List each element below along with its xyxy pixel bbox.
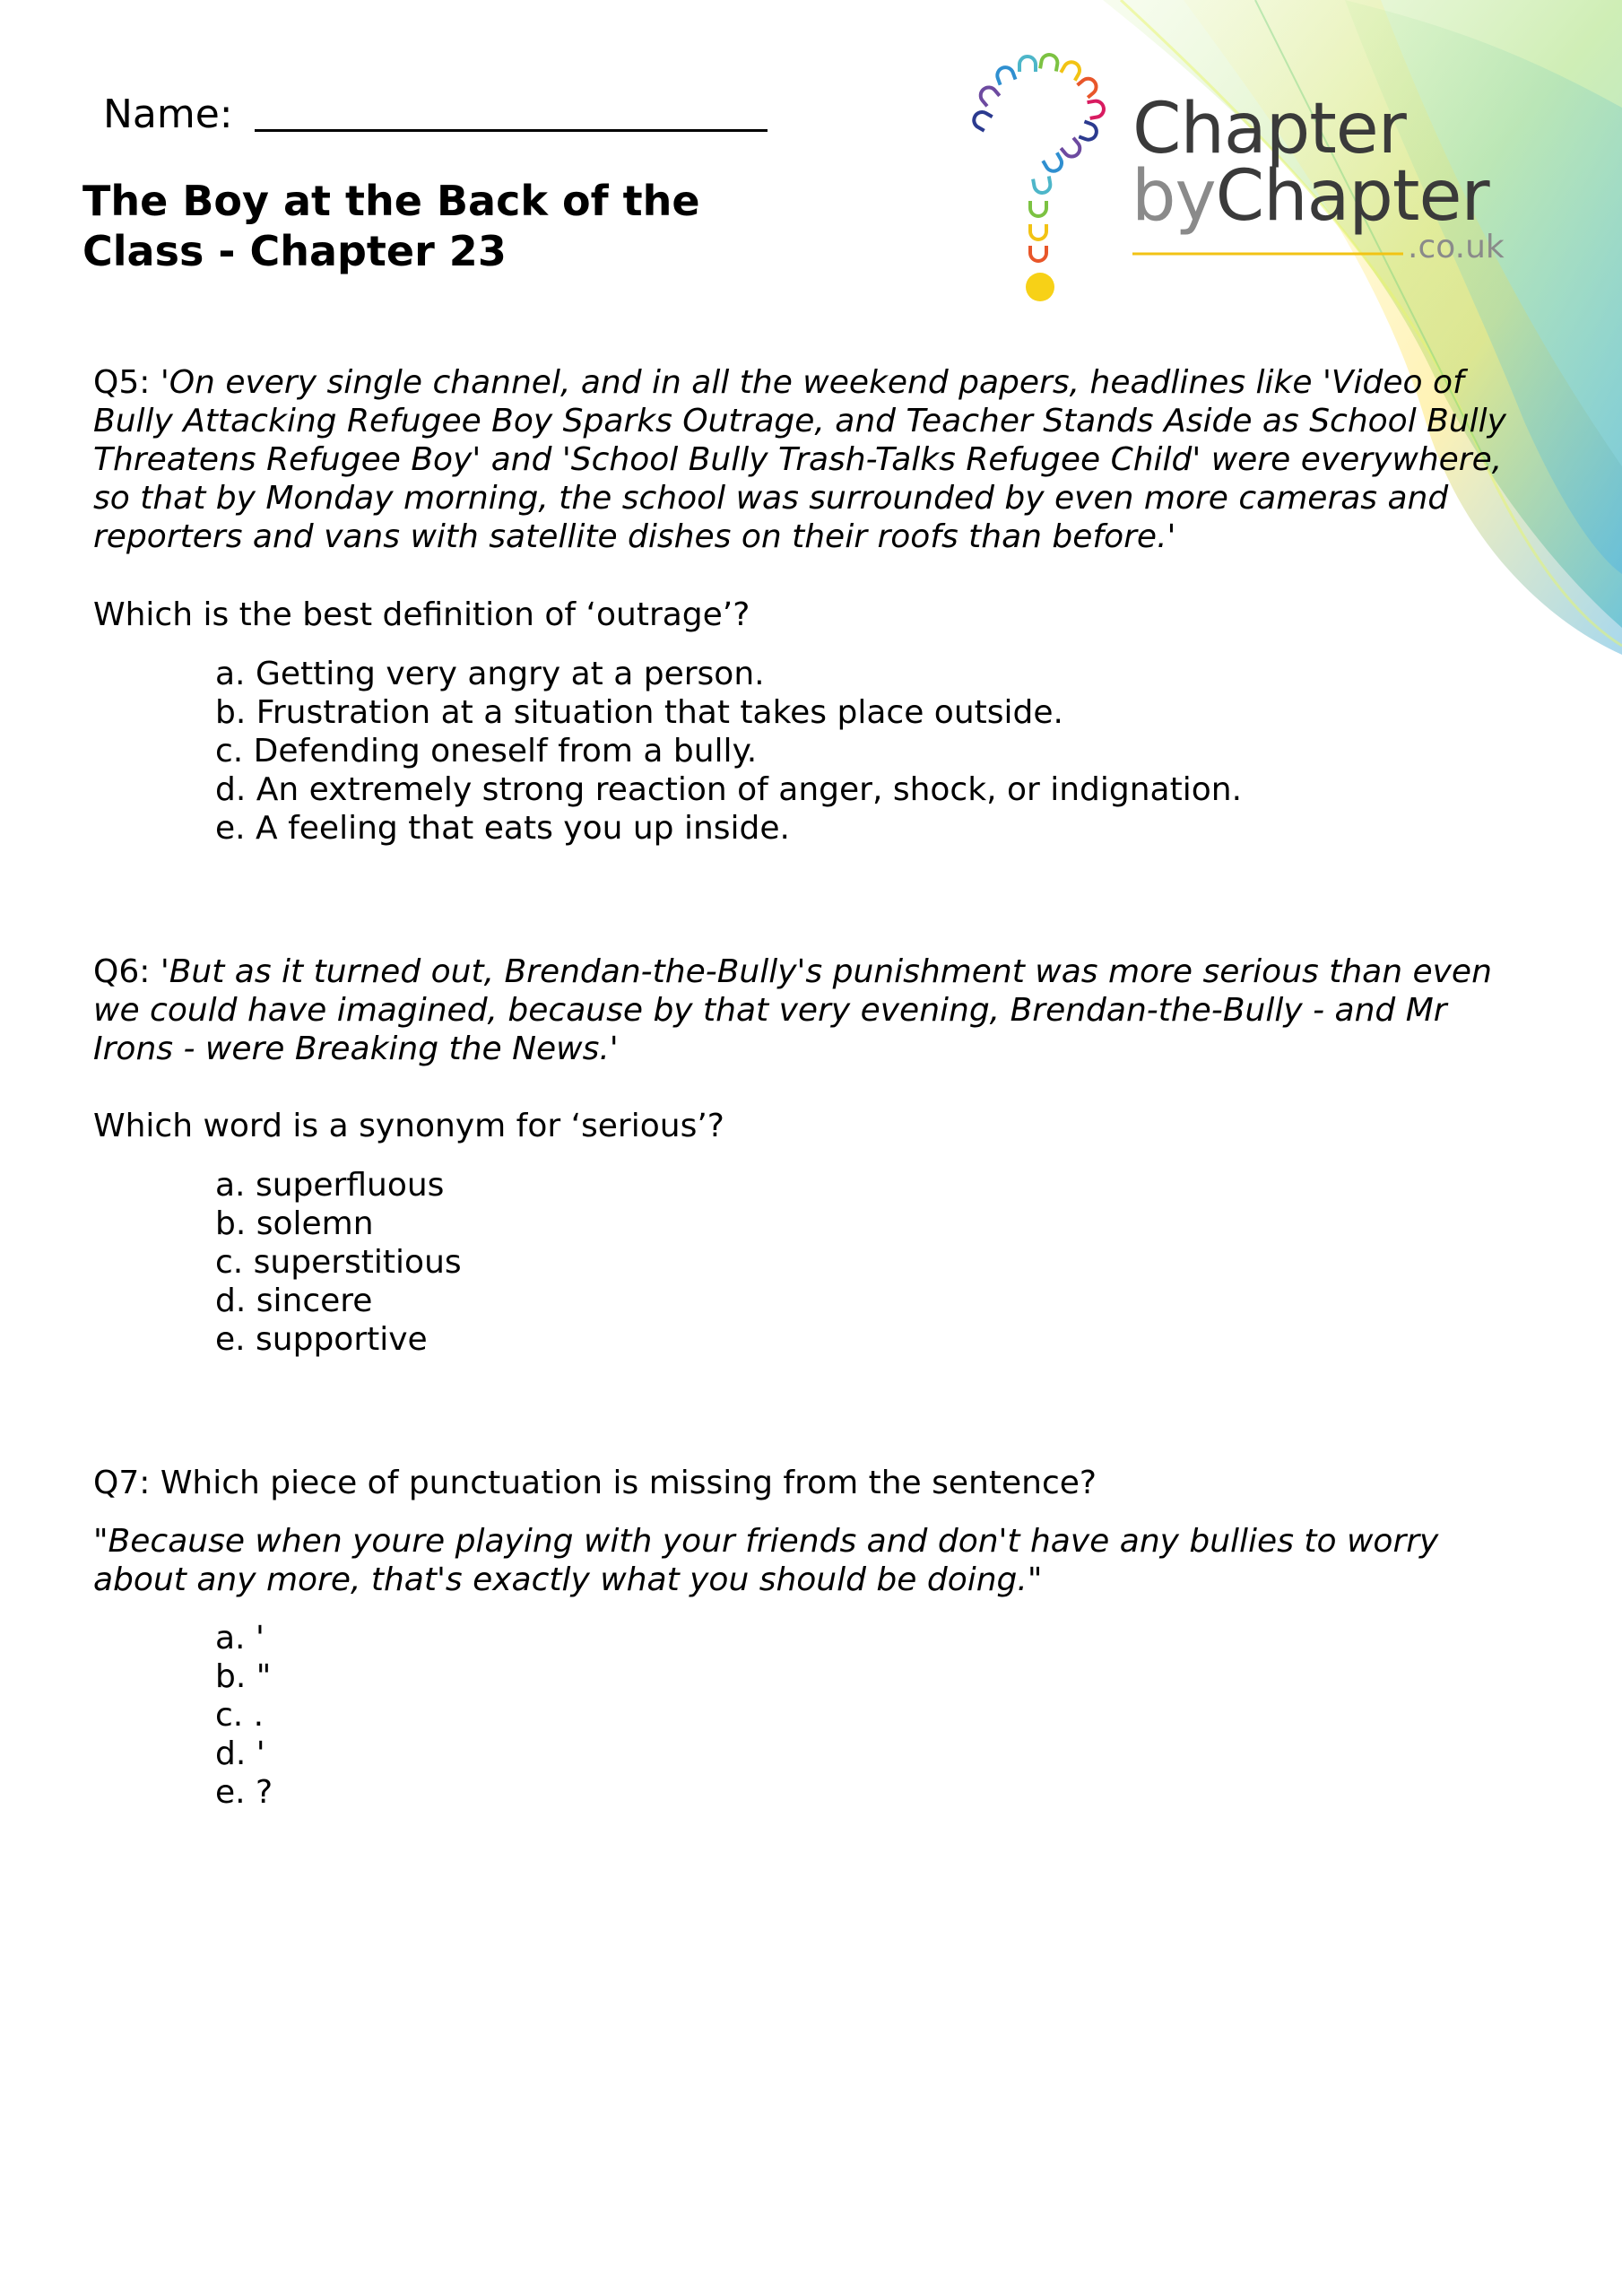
logo-wordmark-line1: Chapter [1132, 89, 1406, 170]
option-item: b. Frustration at a situation that takes place outside. [215, 694, 1063, 731]
logo-wordmark-line2 [1132, 156, 1489, 237]
question-7-options [215, 1619, 1470, 1812]
option-item: c. Defending oneself from a bully. [215, 733, 758, 770]
question-6-prompt: Which word is a synonym for ‘serious’? [93, 1108, 724, 1144]
question-dot-shape [1026, 273, 1054, 301]
book-arch-shape [1030, 246, 1046, 261]
book-arch-shape [1030, 224, 1046, 239]
option-item: a. Getting very angry at a person. [215, 656, 765, 692]
book-arch-shape [1079, 121, 1098, 142]
option-item: d. An extremely strong reaction of anger, shock, or indignation. [215, 771, 1243, 808]
question-number: Q7: [93, 1465, 151, 1501]
book-arch-shape [977, 84, 1000, 107]
name-label: Name: [103, 91, 233, 137]
logo-tld: .co.uk [1408, 229, 1505, 265]
question-quote: 'But as it turned out, Brendan-the-Bully's punishment was more serious than even we could have imagined, because by that very evening, Brendan-the-Bully - and Mr Irons - were Breaking the News.' [93, 953, 1492, 1067]
option-item: e. A feeling that eats you up inside. [215, 810, 790, 847]
option-item: e. supportive [215, 1321, 428, 1358]
option-item: d. ' [215, 1735, 265, 1772]
logo-chapter: Chapter [1215, 156, 1489, 237]
question-6-quote-block [93, 952, 1528, 1068]
logo-by: by [1132, 156, 1216, 237]
option-item: a. ' [215, 1620, 265, 1657]
question-number: Q6: [93, 953, 151, 990]
book-arch-shape [971, 109, 993, 131]
question-quote: 'On every single channel, and in all the weekend papers, headlines like 'Video of Bully Attacking Refugee Boy Sparks Outrage, and Teacher Stands Aside as School Bully Threatens Refugee Boy' and 'School Bully Trash-Talks Refugee Child' were everywhere, so that by Monday morning, the school was surrounded by even more cameras and reporters and vans with satellite dishes on their roofs than before.' [93, 364, 1506, 555]
option-item: b. solemn [215, 1205, 374, 1242]
book-arch-shape [1033, 177, 1052, 195]
book-arch-shape [1043, 152, 1064, 174]
question-5-prompt: Which is the best definition of ‘outrage’? [93, 596, 750, 633]
name-blank-line [255, 90, 768, 132]
question-7-quote [93, 1522, 1528, 1599]
question-mark-books-icon [971, 54, 1105, 301]
book-arch-shape [1030, 201, 1046, 216]
book-arch-shape [1078, 75, 1100, 98]
option-item: b. " [215, 1658, 272, 1695]
option-item: a. superfluous [215, 1167, 445, 1204]
book-arch-shape [1061, 59, 1082, 81]
page-title: The Boy at the Back of the Class - Chapter 23 [82, 177, 700, 275]
question-5-quote-block [93, 363, 1528, 556]
question-7-prompt-block [93, 1464, 1528, 1502]
book-arch-shape [1040, 54, 1059, 72]
book-arch-shape [1088, 100, 1106, 118]
question-quote: "Because when youre playing with your friends and don't have any bullies to worry about any more, that's exactly what you should be doing." [93, 1523, 1439, 1598]
question-number: Q5: [93, 364, 151, 401]
question-6-options [215, 1166, 1470, 1359]
book-arch-shape [995, 65, 1016, 85]
question-prompt: Which piece of punctuation is missing from the sentence? [160, 1465, 1097, 1501]
book-arch-shape [1019, 57, 1036, 72]
question-5-options [215, 655, 1470, 848]
option-item: e. ? [215, 1774, 273, 1811]
name-field [103, 90, 768, 137]
option-item: c. superstitious [215, 1244, 462, 1281]
book-arch-shape [1061, 138, 1083, 161]
option-item: d. sincere [215, 1283, 373, 1319]
option-item: c. . [215, 1697, 265, 1734]
